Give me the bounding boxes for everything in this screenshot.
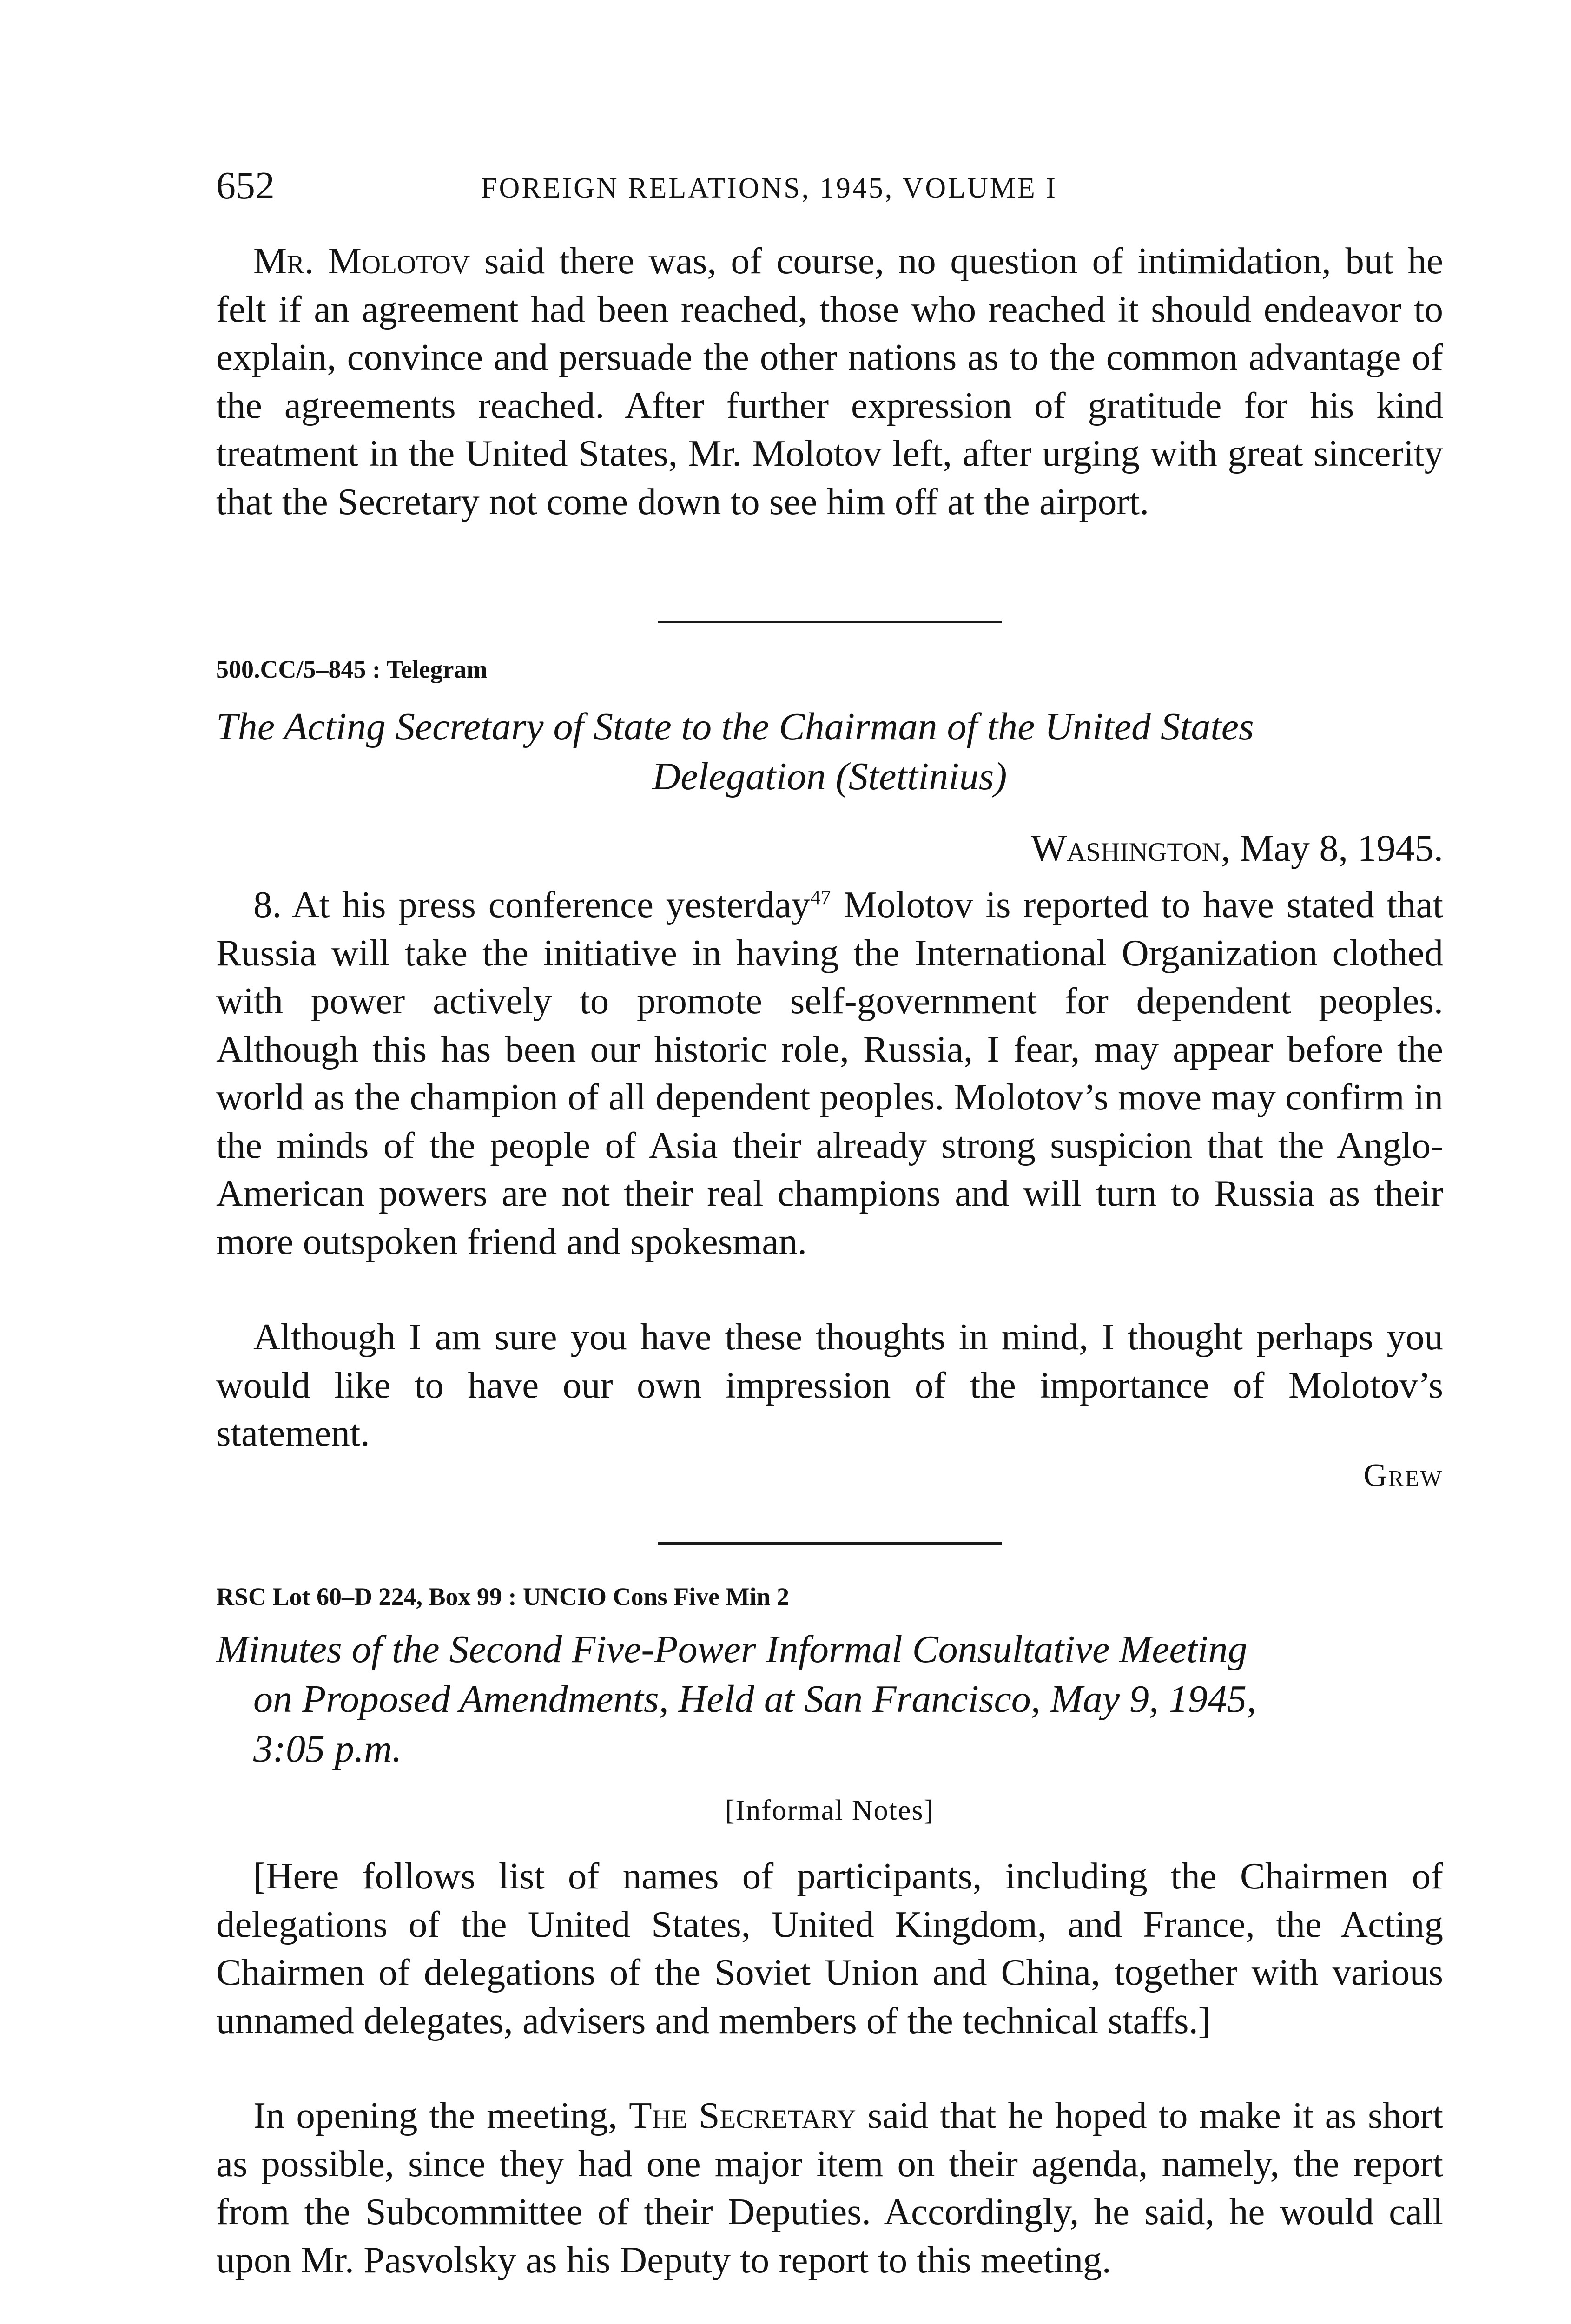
telegram-paragraph: Although I am sure you have these thoughts in mind, I thought perhaps you would like to have our own impression of the importance of Molotov’s statement. [216,1316,1443,1454]
document-title-line: Minutes of the Second Five-Power Informal Consultative Meeting [216,1628,1248,1671]
paragraph-text: said that he hoped to make it as short as possible, since they had one major item on their agenda, namely, the report from the Subcommittee of their Deputies. Accordingly, he said, he would call upon Mr. Pasvolsky as his Deputy to report to this meeting. [216,2094,1443,2281]
telegram-paragraph [216,881,1443,1266]
speaker-name: Mr. Molotov [253,240,470,282]
document-title-line: on Proposed Amendments, Held at San Francisco, May 9, 1945, [253,1677,1257,1721]
file-reference: RSC Lot 60–D 224, Box 99 : UNCIO Cons Five Min 2 [216,1583,790,1611]
minutes-paragraph: [Here follows list of names of participants, including the Chairmen of delegations of the United States, United Kingdom, and France, the Acting Chairmen of delegations of the Soviet Union and China, together with various unnamed delegates, advisers and members of the technical staffs.] [216,1855,1443,2041]
informal-notes-label: [Informal Notes] [725,1795,935,1826]
running-head [216,165,1443,207]
document-title-line: Delegation (Stettinius) [652,755,1007,798]
dateline-date: May 8, 1945. [1240,827,1443,869]
paragraph-text: said there was, of course, no question of intimidation, but he felt if an agreement had been reached, those who reached it should endeavor to explain, convince and persuade the other nations as to the common advantage of the agreements reached. After further expression of gratitude for his kind treatment in the United States, Mr. Molotov left, after urging with great sincerity that the Secretary not come down to see him off at the airport. [216,240,1443,522]
page-number: 652 [216,164,275,207]
opening-paragraph [216,237,1443,526]
signature: Grew [1363,1458,1443,1493]
paragraph-text: In opening the meeting, [253,2094,618,2136]
dateline [216,825,1443,872]
document-title [216,1624,1443,1774]
paragraph-text: Molotov is reported to have stated that Russia will take the initiative in having the International Organization clothed with power actively to promote self-government for dependent peoples. Although this has been our historic role, Russia, I fear, may appear before the world as the champion of all dependent peoples. Molotov’s move may confirm in the minds of the people of Asia their already strong suspicion that the Anglo-American powers are not their real champions and will turn to Russia as their more outspoken friend and spokesman. [216,884,1444,1262]
footnote-reference: 47 [810,885,831,909]
speaker-name: The Secretary [629,2094,856,2136]
running-head-title: FOREIGN RELATIONS, 1945, VOLUME I [481,172,1057,204]
section-divider [658,1542,1002,1545]
dateline-place: Washington, [1030,827,1231,869]
document-title-line: The Acting Secretary of State to the Chairman of the United States [216,705,1254,748]
minutes-paragraph [216,2092,1443,2284]
file-reference: 500.CC/5–845 : Telegram [216,655,488,683]
paragraph-text: 8. At his press conference yesterday [253,884,811,925]
document-title [216,702,1443,801]
document-title-line: 3:05 p.m. [253,1727,402,1770]
section-divider [658,621,1002,623]
